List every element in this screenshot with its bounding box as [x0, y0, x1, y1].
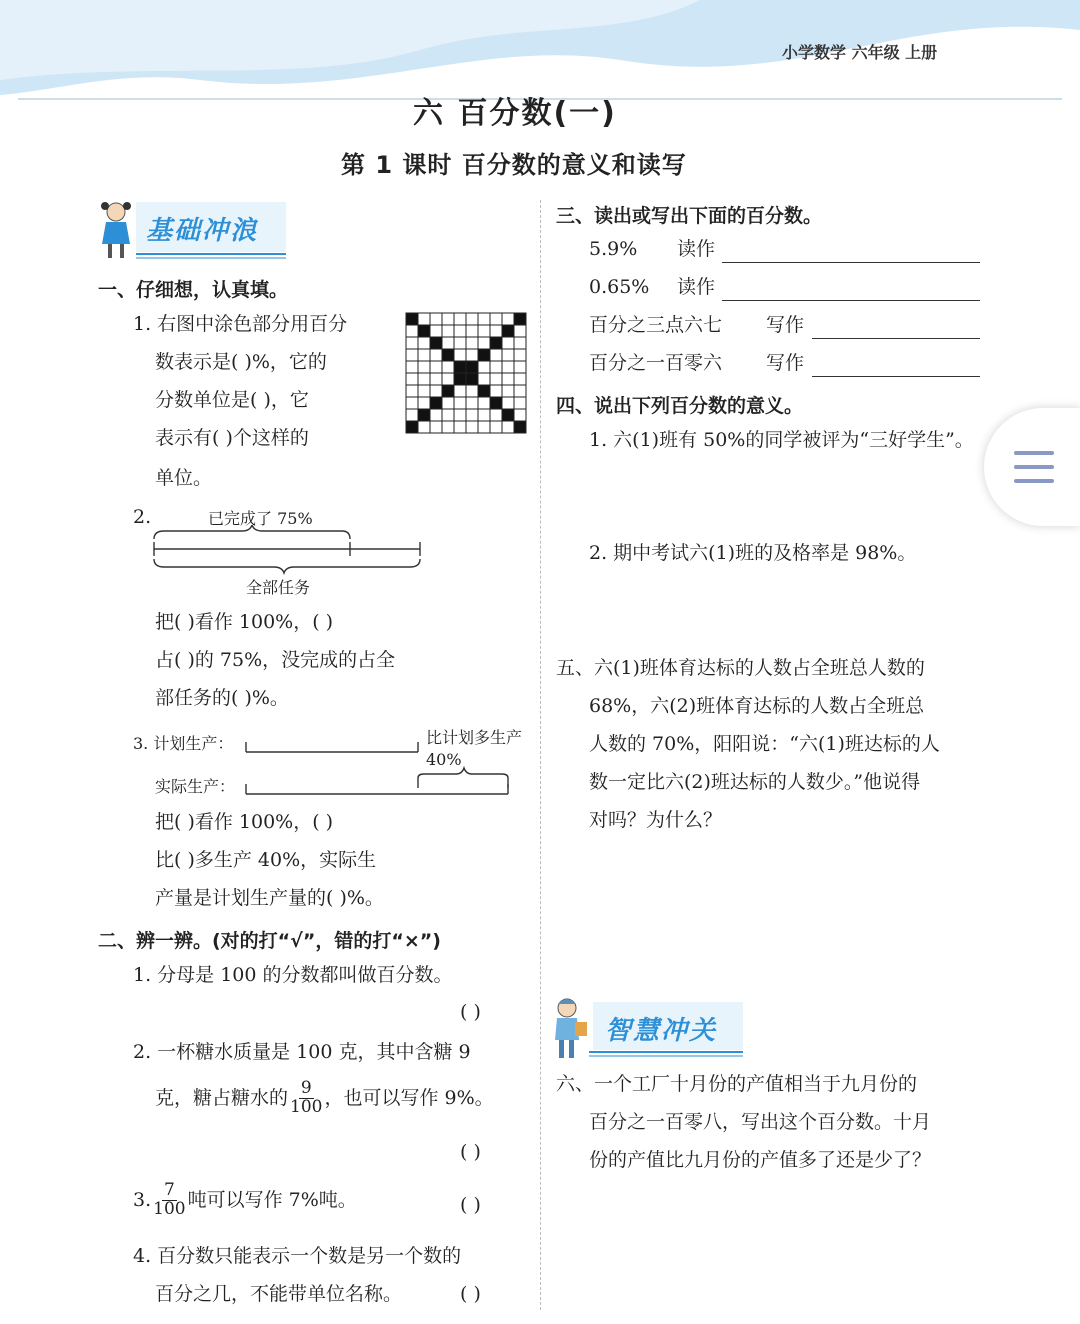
grid-cell — [418, 361, 430, 373]
grid-cell — [466, 313, 478, 325]
grid-cell — [478, 325, 490, 337]
s1-q2-line: 占( )的 75%，没完成的占全 — [155, 649, 396, 671]
grid-cell — [514, 361, 526, 373]
grid-cell — [430, 385, 442, 397]
grid-cell — [478, 397, 490, 409]
grid-cell — [430, 325, 442, 337]
grid-cell-shaded — [490, 397, 502, 409]
grid-cell — [430, 409, 442, 421]
grid-cell — [466, 337, 478, 349]
grid-cell — [490, 409, 502, 421]
s6-line: 份的产值比九月份的产值多了还是少了？ — [589, 1149, 932, 1171]
task-brace-diagram — [150, 525, 430, 575]
grid-cell — [406, 409, 418, 421]
grid-cell — [418, 397, 430, 409]
s2-q3 — [133, 1182, 357, 1219]
s2-q2-line1: 2. 一杯糖水质量是 100 克，其中含糖 9 — [133, 1041, 471, 1063]
fraction-9-100 — [290, 1080, 322, 1117]
s3-action: 写作 — [766, 314, 805, 336]
actual-label: 实际生产： — [155, 777, 236, 796]
grid-cell — [418, 337, 430, 349]
wisdom-badge-text: 智慧冲关 — [605, 1016, 718, 1046]
grid-cell-shaded — [478, 349, 490, 361]
grid-cell — [418, 421, 430, 433]
grid-cell — [478, 361, 490, 373]
grid-cell-shaded — [418, 325, 430, 337]
grid-cell — [502, 397, 514, 409]
basic-badge-text: 基础冲浪 — [146, 216, 259, 246]
grid-cell — [406, 385, 418, 397]
column-divider — [540, 200, 541, 1310]
grid-cell — [466, 325, 478, 337]
grid-cell-shaded — [478, 385, 490, 397]
grid-cell — [442, 361, 454, 373]
answer-line[interactable] — [812, 338, 980, 339]
series-label: 小学数学 六年级 上册 — [782, 43, 938, 62]
grid-cell — [466, 421, 478, 433]
grid-cell — [454, 349, 466, 361]
grid-cell — [442, 409, 454, 421]
grid-cell — [514, 373, 526, 385]
grid-cell — [502, 349, 514, 361]
grid-cell — [514, 397, 526, 409]
s2-q4-line2: 百分之几，不能带单位名称。 — [155, 1283, 403, 1305]
wisdom-badge — [553, 996, 748, 1062]
grid-cell-shaded — [466, 373, 478, 385]
s1-q1-line: 单位。 — [155, 467, 213, 489]
s2-q2-text-pre: 克，糖占糖水的 — [155, 1086, 289, 1109]
grid-cell-shaded — [502, 409, 514, 421]
s3-action: 读作 — [677, 276, 716, 298]
grid-cell-shaded — [442, 385, 454, 397]
grid-cell — [406, 373, 418, 385]
grid-cell — [490, 361, 502, 373]
grid-cell — [430, 349, 442, 361]
grid-cell — [478, 313, 490, 325]
menu-button[interactable] — [984, 408, 1080, 526]
grid-cell-shaded — [466, 361, 478, 373]
grid-cell — [502, 313, 514, 325]
s3-action: 读作 — [677, 238, 716, 260]
s3-value: 百分之一百零六 — [589, 352, 723, 374]
fraction-numerator: 9 — [300, 1078, 312, 1098]
grid-cell — [478, 337, 490, 349]
grid-cell-shaded — [454, 361, 466, 373]
grid-cell-shaded — [418, 409, 430, 421]
s1-q2-line: 部任务的( )%。 — [155, 687, 289, 709]
grid-cell — [442, 373, 454, 385]
s5-line: 数一定比六(2)班达标的人数少。”他说得 — [589, 771, 921, 793]
grid-cell — [454, 313, 466, 325]
grid-cell-shaded — [430, 397, 442, 409]
grid-cell — [442, 337, 454, 349]
answer-paren: ( ) — [460, 1001, 481, 1023]
grid-cell — [490, 325, 502, 337]
s6-line: 百分之一百零八，写出这个百分数。十月 — [589, 1111, 932, 1133]
s1-q3-line: 比( )多生产 40%，实际生 — [155, 849, 377, 871]
s1-q1-line: 表示有( )个这样的 — [155, 427, 309, 449]
grid-cell — [490, 385, 502, 397]
grid-cell — [454, 397, 466, 409]
grid-cell — [406, 361, 418, 373]
answer-paren: ( ) — [460, 1194, 481, 1216]
grid-cell — [490, 349, 502, 361]
grid-cell — [430, 421, 442, 433]
grid-cell-shaded — [430, 337, 442, 349]
grid-cell — [418, 373, 430, 385]
answer-paren: ( ) — [460, 1283, 481, 1305]
grid-cell — [502, 361, 514, 373]
grid-cell — [418, 385, 430, 397]
s3-action: 写作 — [766, 352, 805, 374]
grid-cell — [514, 409, 526, 421]
grid-cell-shaded — [514, 421, 526, 433]
hamburger-menu-icon — [1014, 447, 1058, 487]
grid-cell — [514, 337, 526, 349]
done-label: 已完成了 75% — [208, 509, 313, 528]
grid-cell-shaded — [406, 313, 418, 325]
grid-cell-shaded — [454, 373, 466, 385]
grid-cell — [406, 337, 418, 349]
grid-cell — [478, 421, 490, 433]
grid-cell — [490, 421, 502, 433]
fraction-numerator: 7 — [163, 1180, 175, 1200]
grid-cell — [454, 337, 466, 349]
s5-line: 人数的 70%，阳阳说：“六(1)班达标的人 — [589, 733, 940, 755]
grid-cell — [454, 421, 466, 433]
s3-heading: 三、读出或写出下面的百分数。 — [556, 205, 823, 227]
s2-q2-text-post: ，也可以写作 9%。 — [324, 1086, 494, 1109]
answer-line[interactable] — [722, 300, 980, 301]
total-label: 全部任务 — [246, 578, 311, 597]
s2-heading: 二、辨一辨。(对的打“√”，错的打“×”) — [98, 930, 441, 952]
answer-line[interactable] — [812, 376, 980, 377]
s1-q3-line: 把( )看作 100%，( ) — [155, 811, 334, 833]
s3-value: 0.65% — [589, 276, 650, 298]
s6-line: 六、一个工厂十月份的产值相当于九月份的 — [556, 1073, 918, 1095]
s5-line: 68%，六(2)班体育达标的人数占全班总 — [589, 695, 925, 717]
grid-cell — [514, 349, 526, 361]
grid-cell — [442, 397, 454, 409]
s5-line: 五、六(1)班体育达标的人数占全班总人数的 — [556, 657, 925, 679]
more-label: 比计划多生产 40% — [426, 728, 523, 769]
grid-cell — [466, 397, 478, 409]
grid-cell — [514, 385, 526, 397]
grid-cell — [454, 385, 466, 397]
lesson-title: 第 1 课时 百分数的意义和读写 — [341, 151, 687, 179]
s1-q3-line: 产量是计划生产量的( )%。 — [155, 887, 384, 909]
s1-heading: 一、仔细想，认真填。 — [98, 279, 289, 301]
grid-cell — [466, 409, 478, 421]
s5-line: 对吗？为什么？ — [589, 809, 723, 831]
grid-cell — [430, 373, 442, 385]
grid-cell — [454, 325, 466, 337]
answer-paren: ( ) — [460, 1141, 481, 1163]
s1-q1-line: 1. 右图中涂色部分用百分 — [133, 313, 348, 335]
s3-value: 百分之三点六七 — [589, 314, 723, 336]
s2-q2-line2 — [155, 1080, 494, 1117]
s1-q1-line: 分数单位是( )，它 — [155, 389, 309, 411]
grid-cell — [502, 373, 514, 385]
s1-q2-line: 把( )看作 100%，( ) — [155, 611, 334, 633]
fraction-denominator: 100 — [290, 1096, 323, 1117]
s1-q2-number: 2. — [133, 506, 152, 528]
grid-cell — [478, 409, 490, 421]
grid-cell — [490, 373, 502, 385]
s2-q4-line1: 4. 百分数只能表示一个数是另一个数的 — [133, 1245, 462, 1267]
grid-cell — [502, 385, 514, 397]
grid-cell — [418, 349, 430, 361]
grid-cell — [502, 421, 514, 433]
grid-cell-shaded — [514, 313, 526, 325]
grid-cell-shaded — [490, 337, 502, 349]
basic-badge — [96, 198, 291, 262]
grid-cell — [466, 385, 478, 397]
grid-cell — [442, 421, 454, 433]
grid-cell — [442, 325, 454, 337]
grid-cell-shaded — [442, 349, 454, 361]
plan-label: 3. 计划生产： — [133, 734, 234, 753]
grid-cell — [406, 325, 418, 337]
answer-line[interactable] — [722, 262, 980, 263]
grid-cell — [430, 313, 442, 325]
fraction-denominator: 100 — [153, 1198, 186, 1219]
grid-cell — [466, 349, 478, 361]
s2-q3-text: 吨可以写作 7%吨。 — [187, 1188, 357, 1211]
grid-cell — [514, 325, 526, 337]
grid-cell — [406, 349, 418, 361]
grid-cell — [502, 337, 514, 349]
grid-cell — [430, 361, 442, 373]
s4-q2: 2. 期中考试六(1)班的及格率是 98%。 — [589, 542, 917, 564]
fraction-7-100 — [153, 1182, 185, 1219]
grid-cell-shaded — [502, 325, 514, 337]
s2-q3-number: 3. — [133, 1188, 152, 1211]
s4-q1: 1. 六(1)班有 50%的同学被评为“三好学生”。 — [589, 429, 974, 451]
s1-q1-line: 数表示是( )%，它的 — [155, 351, 327, 373]
grid-cell — [478, 373, 490, 385]
s2-q1: 1. 分母是 100 的分数都叫做百分数。 — [133, 964, 453, 986]
grid-cell — [490, 313, 502, 325]
grid-cell — [454, 409, 466, 421]
grid-cell — [442, 313, 454, 325]
s4-heading: 四、说出下列百分数的意义。 — [556, 395, 804, 417]
s3-value: 5.9% — [589, 238, 638, 260]
hundred-grid-figure — [405, 312, 527, 434]
grid-cell-shaded — [406, 421, 418, 433]
grid-cell — [406, 397, 418, 409]
unit-title: 六 百分数(一) — [413, 96, 617, 131]
grid-cell — [418, 313, 430, 325]
